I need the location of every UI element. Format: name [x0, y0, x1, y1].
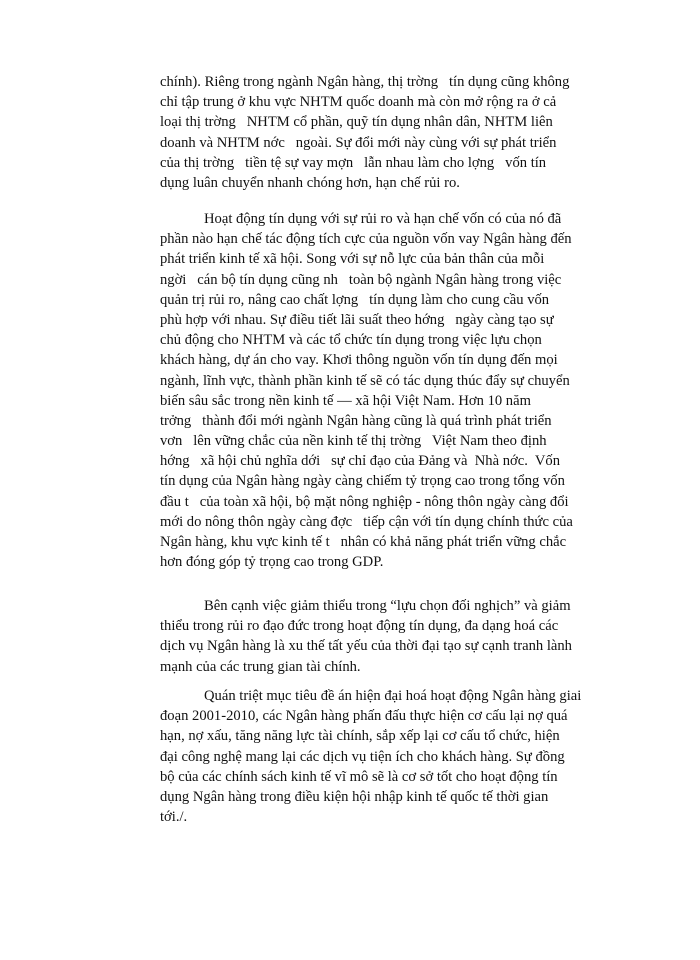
- paragraph-2-line: vơn lên vững chắc của nền kinh tế thị trờng Việt Nam theo định: [160, 433, 547, 450]
- paragraph-1-line: của thị trờng tiền tệ sự vay mợn lẫn nhau làm cho lợng vốn tín: [160, 154, 547, 171]
- paragraph-2-line: phát triển kinh tế xã hội. Song với sự nỗ lực của bản thân của mỗi: [160, 251, 545, 268]
- paragraph-2-line: tín dụng của Ngân hàng ngày càng chiếm tỷ trọng cao trong tổng vốn: [160, 473, 565, 490]
- paragraph-4-line: bộ của các chính sách kinh tế vĩ mô sẽ là cơ sở tốt cho hoạt động tín: [160, 768, 558, 785]
- paragraph-1-line: loại thị trờng NHTM cổ phần, quỹ tín dụng nhân dân, NHTM liên: [160, 114, 553, 131]
- paragraph-3-line: mạnh của các trung gian tài chính.: [160, 658, 361, 675]
- paragraph-1-line: dụng luân chuyển nhanh chóng hơn, hạn chế rủi ro.: [160, 174, 460, 191]
- paragraph-2-line: Hoạt động tín dụng với sự rủi ro và hạn chế vốn có của nó đã: [204, 211, 562, 227]
- paragraph-3-line: dịch vụ Ngân hàng là xu thế tất yếu của thời đại tạo sự cạnh tranh lành: [160, 638, 572, 655]
- paragraph-4-line: dụng Ngân hàng trong điều kiện hội nhập kinh tế quốc tế thời gian: [160, 788, 549, 805]
- paragraph-1-line: chỉ tập trung ở khu vực NHTM quốc doanh mà còn mở rộng ra ở cả: [160, 94, 557, 111]
- paragraph-2-line: đầu t của toàn xã hội, bộ mặt nông nghiệp - nông thôn ngày càng đổi: [160, 493, 569, 510]
- paragraph-2-line: phần nào hạn chế tác động tích cực của nguồn vốn vay Ngân hàng đến: [160, 231, 572, 248]
- paragraph-4-line: tới./.: [160, 809, 188, 826]
- paragraph-2-line: quản trị rủi ro, nâng cao chất lợng tín dụng làm cho cung cầu vốn: [160, 291, 550, 308]
- paragraph-3-line: Bên cạnh việc giảm thiểu trong “lựu chọn đối nghịch” và giảm: [204, 598, 571, 614]
- paragraph-2-line: chủ động cho NHTM và các tổ chức tín dụng trong việc lựu chọn: [160, 332, 542, 349]
- paragraph-1-line: doanh và NHTM nớc ngoài. Sự đổi mới này cùng với sự phát triển: [160, 134, 557, 151]
- paragraph-3: [160, 596, 572, 677]
- paragraph-4: [160, 686, 582, 827]
- paragraph-2-line: trởng thành đổi mới ngành Ngân hàng cũng là quá trình phát triển: [160, 412, 552, 429]
- paragraph-2-line: ngời cán bộ tín dụng cũng nh toàn bộ ngành Ngân hàng trong việc: [160, 271, 562, 288]
- paragraph-2-line: hơn đóng góp tỷ trọng cao trong GDP.: [160, 554, 384, 571]
- paragraph-4-line: Quán triệt mục tiêu đề án hiện đại hoá hoạt động Ngân hàng giai: [204, 688, 582, 704]
- paragraph-3-line: thiểu trong rủi ro đạo đức trong hoạt động tín dụng, đa dạng hoá các: [160, 618, 559, 635]
- paragraph-2-line: hớng xã hội chủ nghĩa dới sự chỉ đạo của Đảng và Nhà nớc. Vốn: [160, 453, 561, 470]
- paragraph-2-line: mới do nông thôn ngày càng đợc tiếp cận với tín dụng chính thức của: [160, 513, 573, 530]
- paragraph-1: [160, 72, 570, 193]
- paragraph-2-line: biến sâu sắc trong nền kinh tế — xã hội Việt Nam. Hơn 10 năm: [160, 392, 531, 409]
- paragraph-1-line: chính). Riêng trong ngành Ngân hàng, thị trờng tín dụng cũng không: [160, 74, 570, 90]
- paragraph-4-line: đại công nghệ mang lại các dịch vụ tiện ích cho khách hàng. Sự đồng: [160, 748, 565, 765]
- paragraph-2-line: phù hợp với nhau. Sự điều tiết lãi suất theo hớng ngày càng tạo sự: [160, 311, 554, 328]
- paragraph-4-line: hạn, nợ xấu, tăng năng lực tài chính, sắp xếp lại cơ cấu tổ chức, hiện: [160, 728, 560, 745]
- paragraph-4-line: đoạn 2001-2010, các Ngân hàng phấn đấu thực hiện cơ cấu lại nợ quá: [160, 708, 568, 725]
- paragraph-2-line: ngành, lĩnh vực, thành phần kinh tế sẽ có tác dụng thúc đẩy sự chuyển: [160, 372, 570, 389]
- paragraph-2: [160, 209, 573, 572]
- paragraph-2-line: Ngân hàng, khu vực kinh tế t nhân có khả năng phát triển vững chắc: [160, 534, 567, 550]
- paragraph-2-line: khách hàng, dự án cho vay. Khơi thông nguồn vốn tín dụng đến mọi: [160, 352, 558, 369]
